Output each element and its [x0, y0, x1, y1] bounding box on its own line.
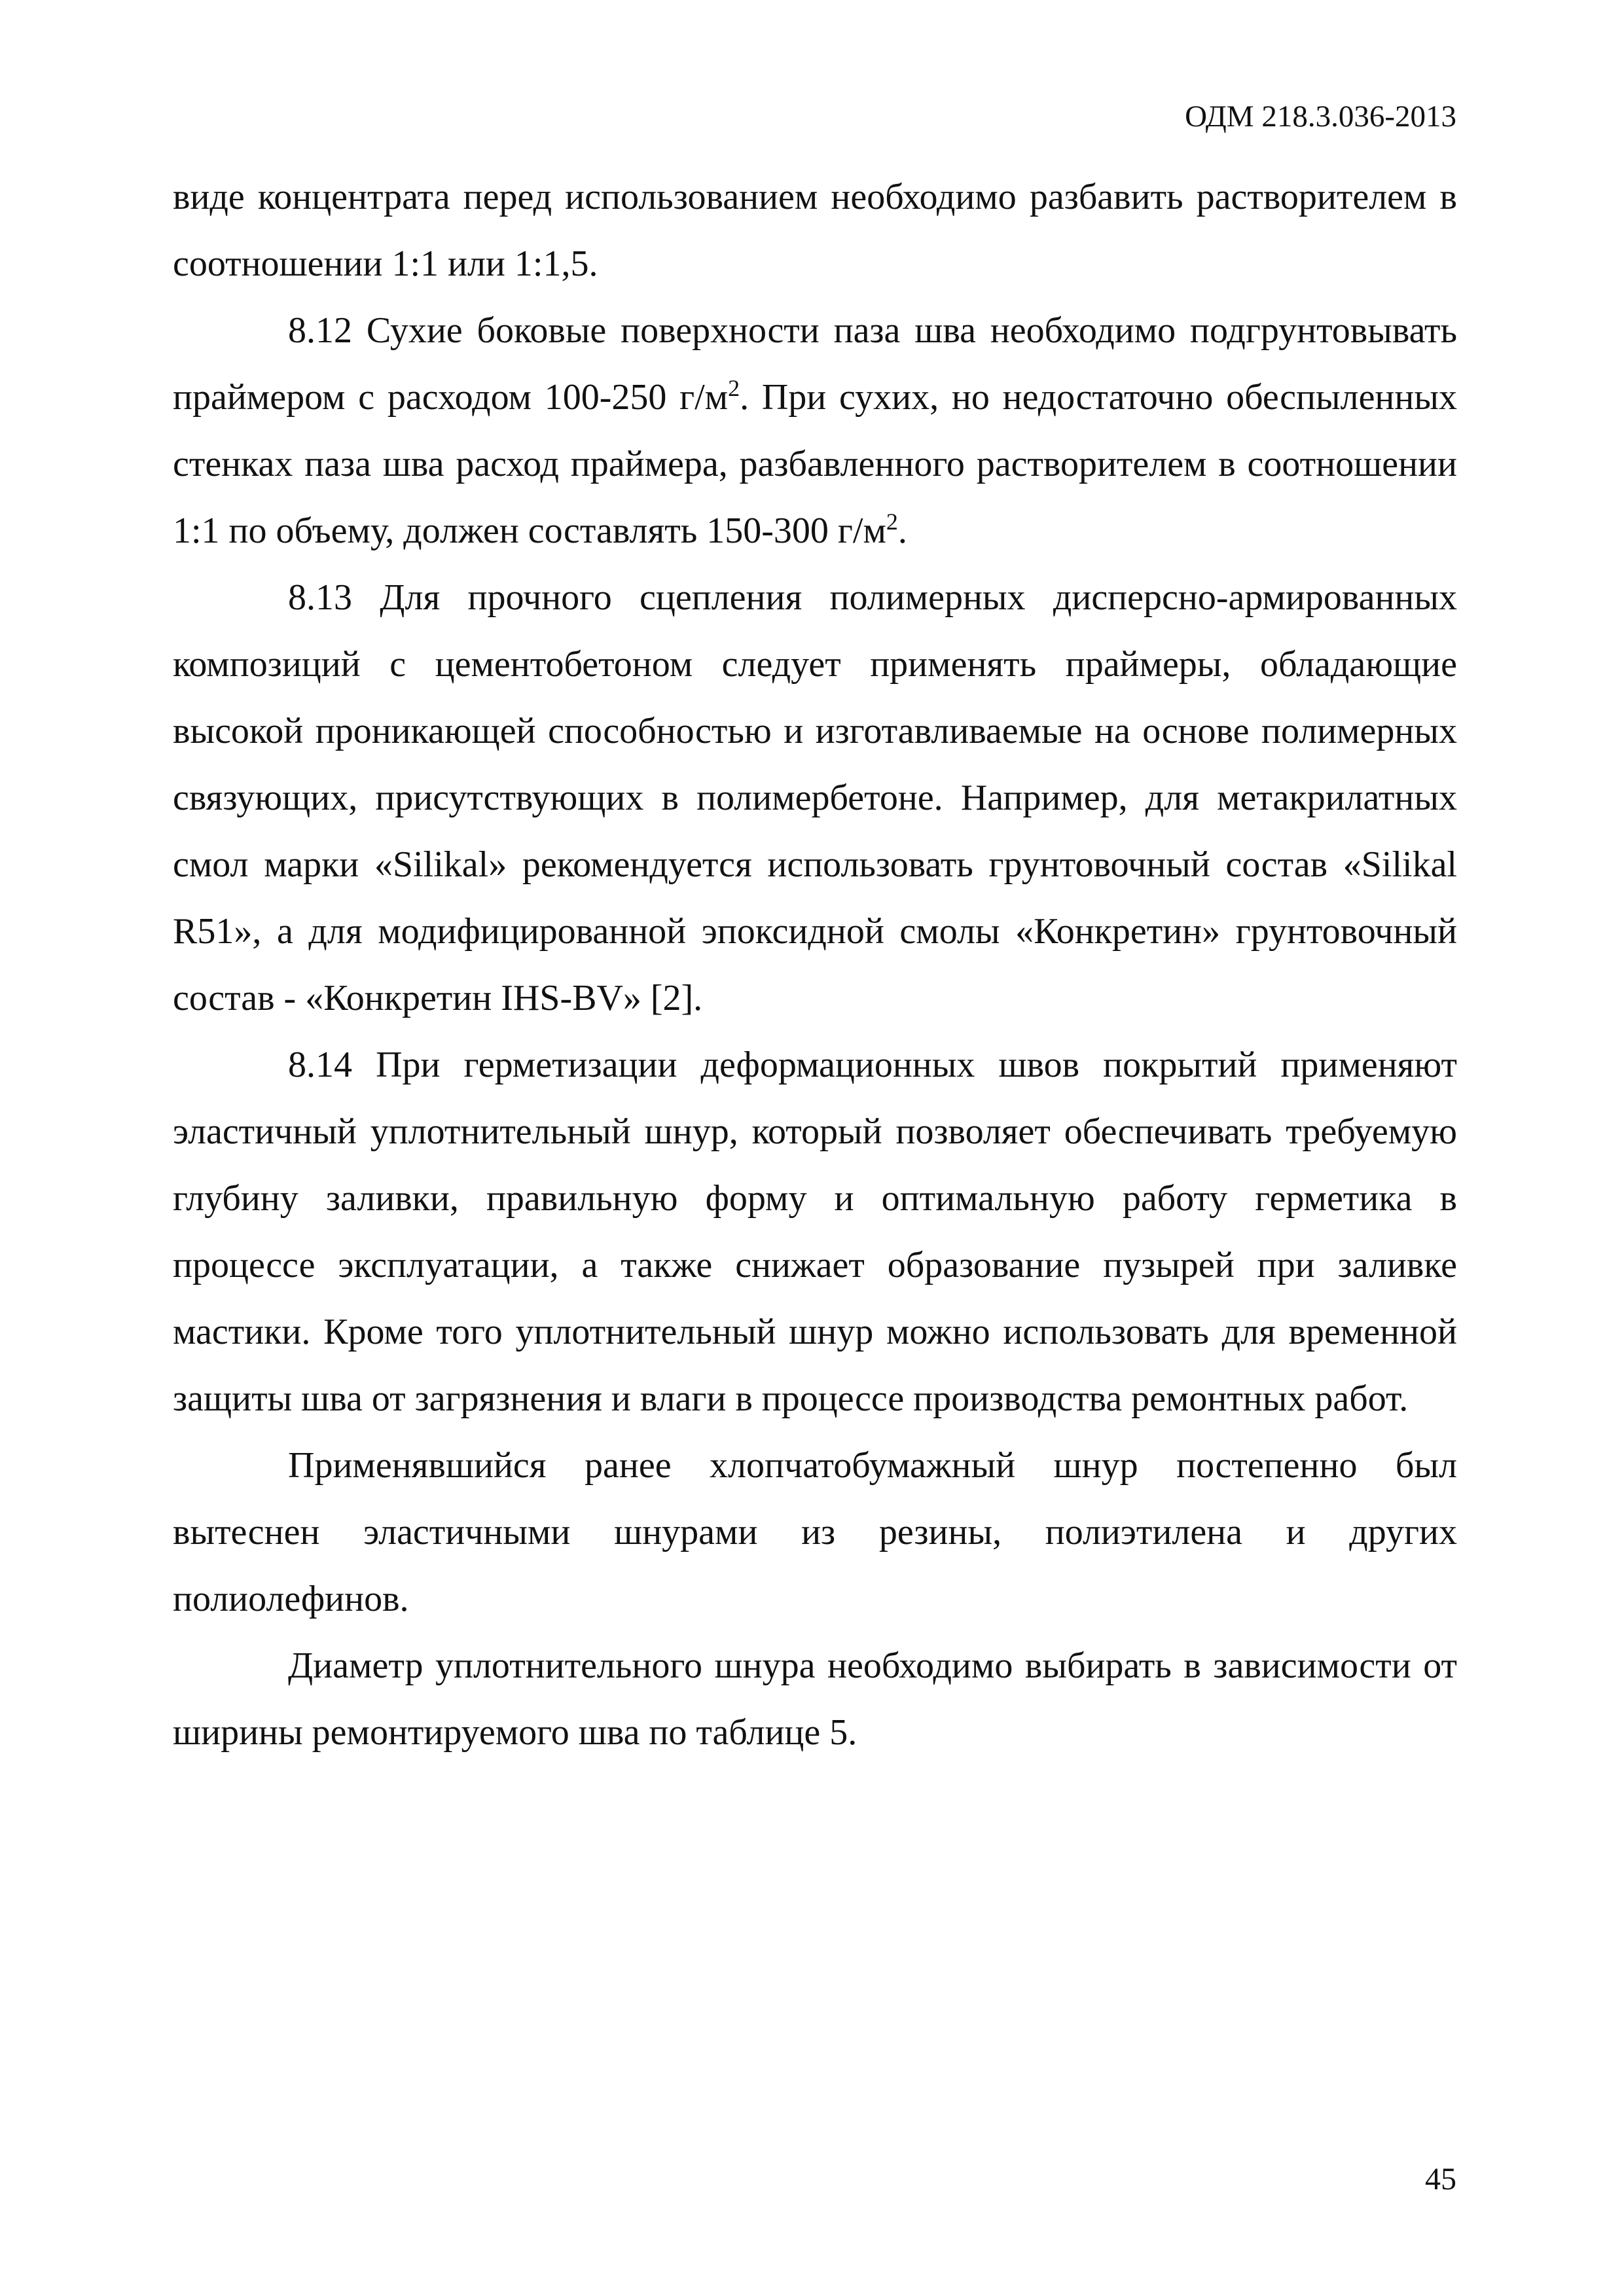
paragraph-8-13: 8.13 Для прочного сцепления полимерных дисперсно-армированных композиций с цементобетоном следует применять праймеры, обладающие высокой проникающей способностью и изготавливаемые на основе полимерных связующих, присутствующих в полимербетоне. Например, для метакрилатных смол марки «Silikal» рекомендуется использовать грунтовочный состав «Silikal R51», а для модифицированной эпоксидной смолы «Конкретин» грунтовочный состав - «Конкретин IHS-BV» [2]. [173, 577, 1457, 1018]
paragraph-8-14: 8.14 При герметизации деформационных швов покрытий применяют эластичный уплотнительный шнур, который позволяет обеспечивать требуемую глубину заливки, правильную форму и оптимальную работу герметика в процессе эксплуатации, а также снижает образование пузырей при заливке мастики. Кроме того уплотнительный шнур можно использовать для временной защиты шва от загрязнения и влаги в процессе производства ремонтных работ. [173, 1045, 1457, 1419]
paragraph-cord-diameter: Диаметр уплотнительного шнура необходимо выбирать в зависимости от ширины ремонтируемого шва по таблице 5. [173, 1645, 1457, 1753]
superscript-square: 2 [728, 375, 740, 402]
paragraph-continuation: виде концентрата перед использованием необходимо разбавить растворителем в соотношении 1:1 или 1:1,5. [173, 177, 1457, 284]
document-code-header: ОДМ 218.3.036-2013 [1185, 99, 1456, 134]
paragraph-8-12-part2: . При сухих, но недостаточно обеспыленных стенках паза шва расход праймера, разбавленного растворителем в соотношении 1:1 по объему, должен составлять 150-300 г/м [173, 377, 1457, 551]
paragraph-8-12 [173, 297, 1457, 564]
paragraph-8-12-part1: 8.12 Сухие боковые поверхности паза шва необходимо подгрунтовывать праймером с расходом 100-250 г/м [173, 310, 1457, 418]
superscript-square: 2 [886, 509, 898, 535]
body-text [173, 164, 1457, 1766]
paragraph-cotton-cord: Применявшийся ранее хлопчатобумажный шнур постепенно был вытеснен эластичными шнурами из резины, полиэтилена и других полиолефинов. [173, 1445, 1457, 1619]
page-number: 45 [1425, 2162, 1456, 2197]
paragraph-8-12-part3: . [897, 511, 907, 551]
